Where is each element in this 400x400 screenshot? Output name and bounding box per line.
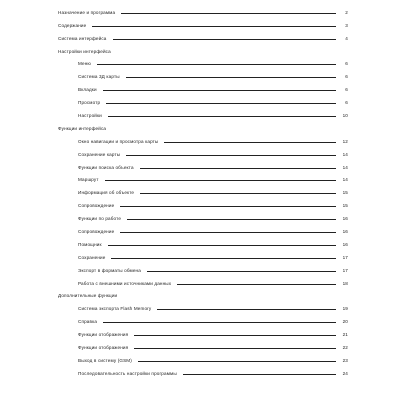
toc-page-number: 24 <box>342 370 348 376</box>
toc-entry-label: Вкладки <box>78 87 97 93</box>
toc-section-entry[interactable] <box>0 28 400 41</box>
toc-entry-label: Функции отображения <box>78 332 129 338</box>
toc-entry-label: Содержание <box>58 22 87 28</box>
toc-leader-line <box>126 77 336 78</box>
toc-subsection-entry[interactable] <box>0 144 400 157</box>
toc-entry-label: Информация об объекте <box>78 190 135 196</box>
toc-subsection-entry[interactable] <box>0 105 400 118</box>
toc-subsection-entry[interactable] <box>0 92 400 105</box>
toc-leader-line <box>103 90 336 91</box>
toc-entry-label: Меню <box>78 61 92 67</box>
toc-leader-line <box>147 271 336 272</box>
toc-leader-line <box>134 348 336 349</box>
toc-page-number: 6 <box>345 87 348 93</box>
toc-page-number: 6 <box>345 74 348 80</box>
toc-leader-line <box>103 322 336 323</box>
toc-subsection-entry[interactable] <box>0 260 400 273</box>
toc-subsection-entry[interactable] <box>0 221 400 234</box>
toc-section-entry[interactable] <box>0 15 400 28</box>
toc-entry-label: Настройки интерфейса <box>58 48 111 54</box>
toc-page-number: 14 <box>342 164 348 170</box>
toc-subsection-entry[interactable] <box>0 208 400 221</box>
toc-page-number: 16 <box>342 229 348 235</box>
toc-leader-line <box>138 361 336 362</box>
toc-subsection-entry[interactable] <box>0 273 400 286</box>
toc-entry-label: Система экспорта Flash Memory <box>78 306 152 312</box>
toc-page-number: 2 <box>345 9 348 15</box>
toc-page-number: 17 <box>342 254 348 260</box>
toc-section-entry[interactable] <box>0 2 400 15</box>
toc-leader-line <box>127 219 336 220</box>
toc-leader-line <box>108 116 336 117</box>
toc-leader-line <box>113 39 337 40</box>
toc-page-number: 22 <box>342 345 348 351</box>
toc-leader-line <box>140 193 336 194</box>
toc-entry-label: Сопровождение <box>78 229 115 235</box>
toc-subsection-entry[interactable] <box>0 324 400 337</box>
toc-leader-line <box>177 284 336 285</box>
toc-subsection-entry[interactable] <box>0 337 400 350</box>
toc-subsection-entry[interactable] <box>0 350 400 363</box>
toc-page-number: 16 <box>342 241 348 247</box>
toc-subsection-entry[interactable] <box>0 54 400 67</box>
toc-subsection-entry[interactable] <box>0 157 400 170</box>
toc-section-entry[interactable] <box>0 41 400 54</box>
toc-subsection-entry[interactable] <box>0 298 400 311</box>
toc-page-number: 10 <box>342 113 348 119</box>
toc-entry-label: Просмотр <box>78 100 101 106</box>
toc-subsection-entry[interactable] <box>0 195 400 208</box>
toc-leader-line <box>126 155 336 156</box>
toc-section-entry[interactable] <box>0 286 400 299</box>
toc-entry-label: Система интерфейса <box>58 35 107 41</box>
toc-entry-label: Экспорт в форматы обмена <box>78 267 141 273</box>
toc-entry-label: Сопровождение <box>78 203 115 209</box>
toc-entry-label: Последовательность настройки программы <box>78 370 177 376</box>
toc-page-number: 18 <box>342 280 348 286</box>
toc-entry-label: Назначение и программа <box>58 9 116 15</box>
toc-entry-label: Дополнительные функции <box>58 293 118 299</box>
toc-leader-line <box>183 374 336 375</box>
toc-page-number: 16 <box>342 216 348 222</box>
toc-subsection-entry[interactable] <box>0 234 400 247</box>
toc-entry-label: Настройки <box>78 113 102 119</box>
toc-subsection-entry[interactable] <box>0 311 400 324</box>
toc-page-number: 3 <box>345 22 348 28</box>
toc-entry-label: Маршрут <box>78 177 99 183</box>
toc-page-number: 15 <box>342 203 348 209</box>
toc-page-number: 23 <box>342 357 348 363</box>
toc-entry-label: Функции интерфейса <box>58 125 107 131</box>
toc-leader-line <box>106 103 336 104</box>
toc-leader-line <box>121 13 336 14</box>
toc-leader-line <box>157 309 336 310</box>
toc-page-number: 4 <box>345 35 348 41</box>
toc-page-number: 14 <box>342 151 348 157</box>
toc-entry-label: Система 3Д карты <box>78 74 120 80</box>
toc-leader-line <box>164 142 336 143</box>
toc-subsection-entry[interactable] <box>0 363 400 376</box>
toc-entry-label: Справка <box>78 319 98 325</box>
toc-entry-label: Помощник <box>78 241 102 247</box>
toc-leader-line <box>108 245 336 246</box>
toc-subsection-entry[interactable] <box>0 170 400 183</box>
toc-entry-label: Функции отображения <box>78 345 129 351</box>
toc-page-number: 20 <box>342 319 348 325</box>
toc-subsection-entry[interactable] <box>0 247 400 260</box>
toc-leader-line <box>134 335 336 336</box>
toc-page-number: 15 <box>342 190 348 196</box>
toc-page-number: 12 <box>342 138 348 144</box>
toc-page-number: 17 <box>342 267 348 273</box>
toc-entry-label: Функции поиска объекта <box>78 164 134 170</box>
toc-entry-label: Сохранение <box>78 254 106 260</box>
toc-subsection-entry[interactable] <box>0 79 400 92</box>
toc-page-number: 6 <box>345 100 348 106</box>
toc-subsection-entry[interactable] <box>0 131 400 144</box>
toc-entry-label: Сохранение карты <box>78 151 121 157</box>
toc-entry-label: Функции по работе <box>78 216 122 222</box>
toc-leader-line <box>97 64 336 65</box>
toc-leader-line <box>111 258 336 259</box>
toc-leader-line <box>105 180 336 181</box>
toc-page-number: 6 <box>345 61 348 67</box>
toc-leader-line <box>120 232 336 233</box>
toc-leader-line <box>92 26 336 27</box>
toc-section-entry[interactable] <box>0 118 400 131</box>
toc-subsection-entry[interactable] <box>0 182 400 195</box>
toc-page-number: 21 <box>342 332 348 338</box>
toc-leader-line <box>140 168 336 169</box>
toc-subsection-entry[interactable] <box>0 66 400 79</box>
toc-entry-label: Окно навигации и просмотра карты <box>78 138 159 144</box>
toc-entry-label: Работа с внешними источниками данных <box>78 280 172 286</box>
toc-entry-label: Выход в систему (GSM) <box>78 357 132 363</box>
toc-page-number: 19 <box>342 306 348 312</box>
toc-page-number: 14 <box>342 177 348 183</box>
toc-leader-line <box>120 206 336 207</box>
